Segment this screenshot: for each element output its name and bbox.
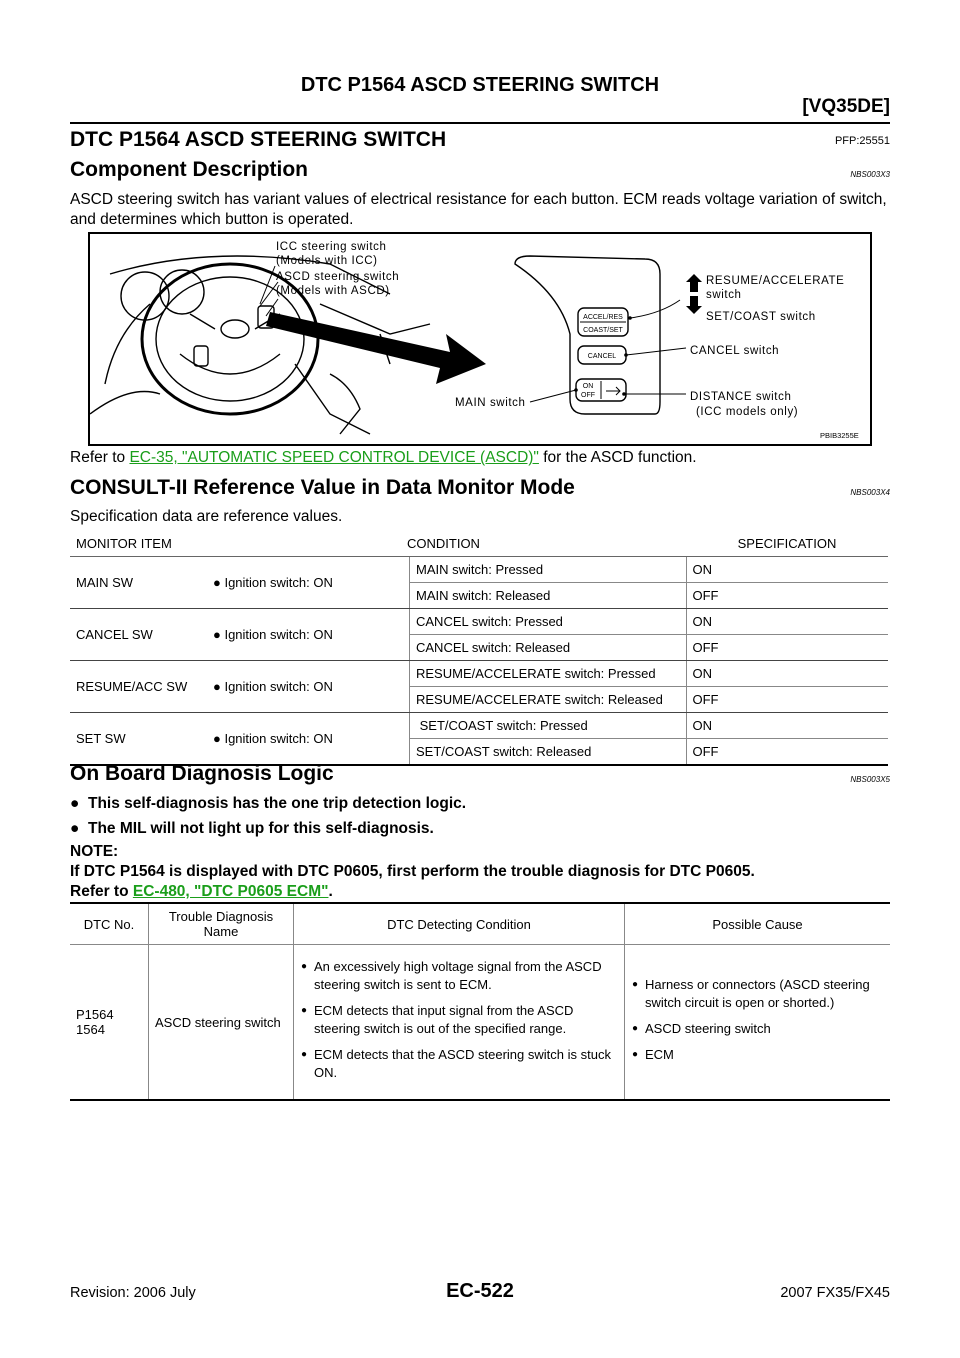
- table-row: [70, 945, 890, 1101]
- component-code: NBS003X3: [850, 170, 890, 179]
- monitor-item: MAIN SW: [70, 557, 207, 609]
- consult-text: Specification data are reference values.: [70, 508, 343, 525]
- figure-code: PBIB3255E: [820, 431, 859, 440]
- cause-item: ● Harness or connectors (ASCD steering switch circuit is open or shorted.): [645, 976, 884, 1012]
- condition-cell: ● Ignition switch: ON: [207, 661, 410, 713]
- cause-item: ● ASCD steering switch: [645, 1020, 884, 1038]
- label-resume-1: RESUME/ACCELERATE: [706, 275, 845, 287]
- state-cell: CANCEL switch: Released: [410, 635, 687, 661]
- obd-heading: On Board Diagnosis Logic: [70, 762, 334, 785]
- spec-cell: OFF: [686, 687, 888, 713]
- spec-cell: OFF: [686, 583, 888, 609]
- detect-conditions: [294, 945, 625, 1101]
- p0605-reference-link[interactable]: EC-480, "DTC P0605 ECM": [132, 883, 329, 900]
- dtc-number: P1564 1564: [76, 1007, 114, 1037]
- state-cell: RESUME/ACCELERATE switch: Released: [410, 687, 687, 713]
- header-rule: [70, 122, 890, 124]
- model: 2007 FX35/FX45: [780, 1285, 890, 1301]
- col-possible-cause: Possible Cause: [625, 903, 891, 945]
- running-header-title: DTC P1564 ASCD STEERING SWITCH: [300, 74, 660, 96]
- condition-item: ● ECM detects that input signal from the ASCD steering switch is out of the specified range.: [314, 1002, 618, 1038]
- up-arrow-icon: [686, 274, 702, 292]
- component-heading: Component Description: [70, 158, 309, 181]
- label-icc-1: ICC steering switch: [276, 241, 387, 253]
- section-title: DTC P1564 ASCD STEERING SWITCH: [70, 128, 447, 151]
- condition-item: ● An excessively high voltage signal from the ASCD steering switch is sent to ECM.: [314, 958, 618, 994]
- label-main: MAIN switch: [455, 397, 526, 409]
- table-row: [70, 609, 888, 635]
- monitor-item: CANCEL SW: [70, 609, 207, 661]
- condition-cell: ● Ignition switch: ON: [207, 557, 410, 609]
- pointer-arrow: [266, 312, 486, 384]
- condition-cell: ● Ignition switch: ON: [207, 609, 410, 661]
- spec-cell: OFF: [686, 739, 888, 766]
- ascd-reference-link[interactable]: EC-35, "AUTOMATIC SPEED CONTROL DEVICE (ASCD)": [129, 449, 539, 466]
- dtc-table: [70, 902, 890, 1101]
- condition-item: ● ECM detects that the ASCD steering switch is stuck ON.: [314, 1046, 618, 1082]
- btn-coast-text: COAST/SET: [583, 327, 623, 334]
- label-ascd-2: (Models with ASCD): [276, 285, 390, 297]
- obd-code: NBS003X5: [850, 775, 890, 784]
- btn-off-text: OFF: [581, 392, 595, 399]
- label-resume-2: switch: [706, 289, 742, 301]
- state-cell: RESUME/ACCELERATE switch: Pressed: [410, 661, 687, 687]
- monitor-item: RESUME/ACC SW: [70, 661, 207, 713]
- component-refer: Refer to EC-35, "AUTOMATIC SPEED CONTROL DEVICE (ASCD)" for the ASCD function.: [70, 449, 697, 466]
- table-row: [70, 557, 888, 583]
- table-row: [70, 713, 888, 739]
- consult-code: NBS003X4: [850, 488, 890, 497]
- col-detect-condition: DTC Detecting Condition: [294, 903, 625, 945]
- diag-name: ASCD steering switch: [149, 945, 294, 1101]
- state-cell: MAIN switch: Released: [410, 583, 687, 609]
- steering-switch-figure: [88, 232, 872, 446]
- spec-cell: OFF: [686, 635, 888, 661]
- obd-bullet: ● This self-diagnosis has the one trip detection logic.: [70, 795, 467, 812]
- state-cell: SET/COAST switch: Pressed: [410, 713, 687, 739]
- col-monitor-item: MONITOR ITEM: [70, 530, 207, 557]
- pfp-code: PFP:25551: [834, 135, 890, 147]
- btn-accel-text: ACCEL/RES: [583, 314, 623, 321]
- label-cancel: CANCEL switch: [690, 345, 780, 357]
- page-number: EC-522: [446, 1280, 514, 1302]
- label-ascd-1: ASCD steering switch: [276, 271, 400, 283]
- figure-svg: [90, 234, 870, 444]
- table-header-row: [70, 903, 890, 945]
- btn-cancel-text: CANCEL: [587, 353, 617, 360]
- revision: Revision: 2006 July: [70, 1285, 196, 1301]
- col-diag-name: Trouble Diagnosis Name: [149, 903, 294, 945]
- col-specification: SPECIFICATION: [686, 530, 888, 557]
- consult-heading: CONSULT-II Reference Value in Data Monitor Mode: [70, 476, 575, 499]
- table-row: [70, 661, 888, 687]
- label-set-coast: SET/COAST switch: [706, 311, 816, 323]
- state-cell: CANCEL switch: Pressed: [410, 609, 687, 635]
- obd-note: NOTE: If DTC P1564 is displayed with DTC P0605, first perform the trouble diagnosis for DTC P0605. Refer to EC-480, "DTC P0605 ECM".: [70, 843, 755, 900]
- cause-item: ● ECM: [645, 1046, 884, 1064]
- down-arrow-icon: [686, 296, 702, 314]
- label-icc-2: (Models with ICC): [276, 255, 378, 267]
- spec-cell: ON: [686, 557, 888, 583]
- monitor-item: SET SW: [70, 713, 207, 766]
- consult-reference-table: [70, 530, 888, 766]
- condition-cell: ● Ignition switch: ON: [207, 713, 410, 766]
- engine-label: [VQ35DE]: [802, 96, 890, 117]
- state-cell: SET/COAST switch: Released: [410, 739, 687, 766]
- obd-bullet: ● The MIL will not light up for this self-diagnosis.: [70, 820, 434, 837]
- possible-causes: [625, 945, 891, 1101]
- label-distance-2: (ICC models only): [696, 406, 799, 418]
- table-header-row: [70, 530, 888, 557]
- spec-cell: ON: [686, 609, 888, 635]
- label-distance-1: DISTANCE switch: [690, 391, 792, 403]
- spec-cell: ON: [686, 713, 888, 739]
- component-text: ASCD steering switch has variant values of electrical resistance for each button. ECM reads voltage variation of switch, and determines which button is operated.: [70, 191, 887, 228]
- spec-cell: ON: [686, 661, 888, 687]
- col-dtc-no: DTC No.: [70, 903, 149, 945]
- btn-on-text: ON: [582, 383, 594, 390]
- col-condition: CONDITION: [207, 530, 686, 557]
- state-cell: MAIN switch: Pressed: [410, 557, 687, 583]
